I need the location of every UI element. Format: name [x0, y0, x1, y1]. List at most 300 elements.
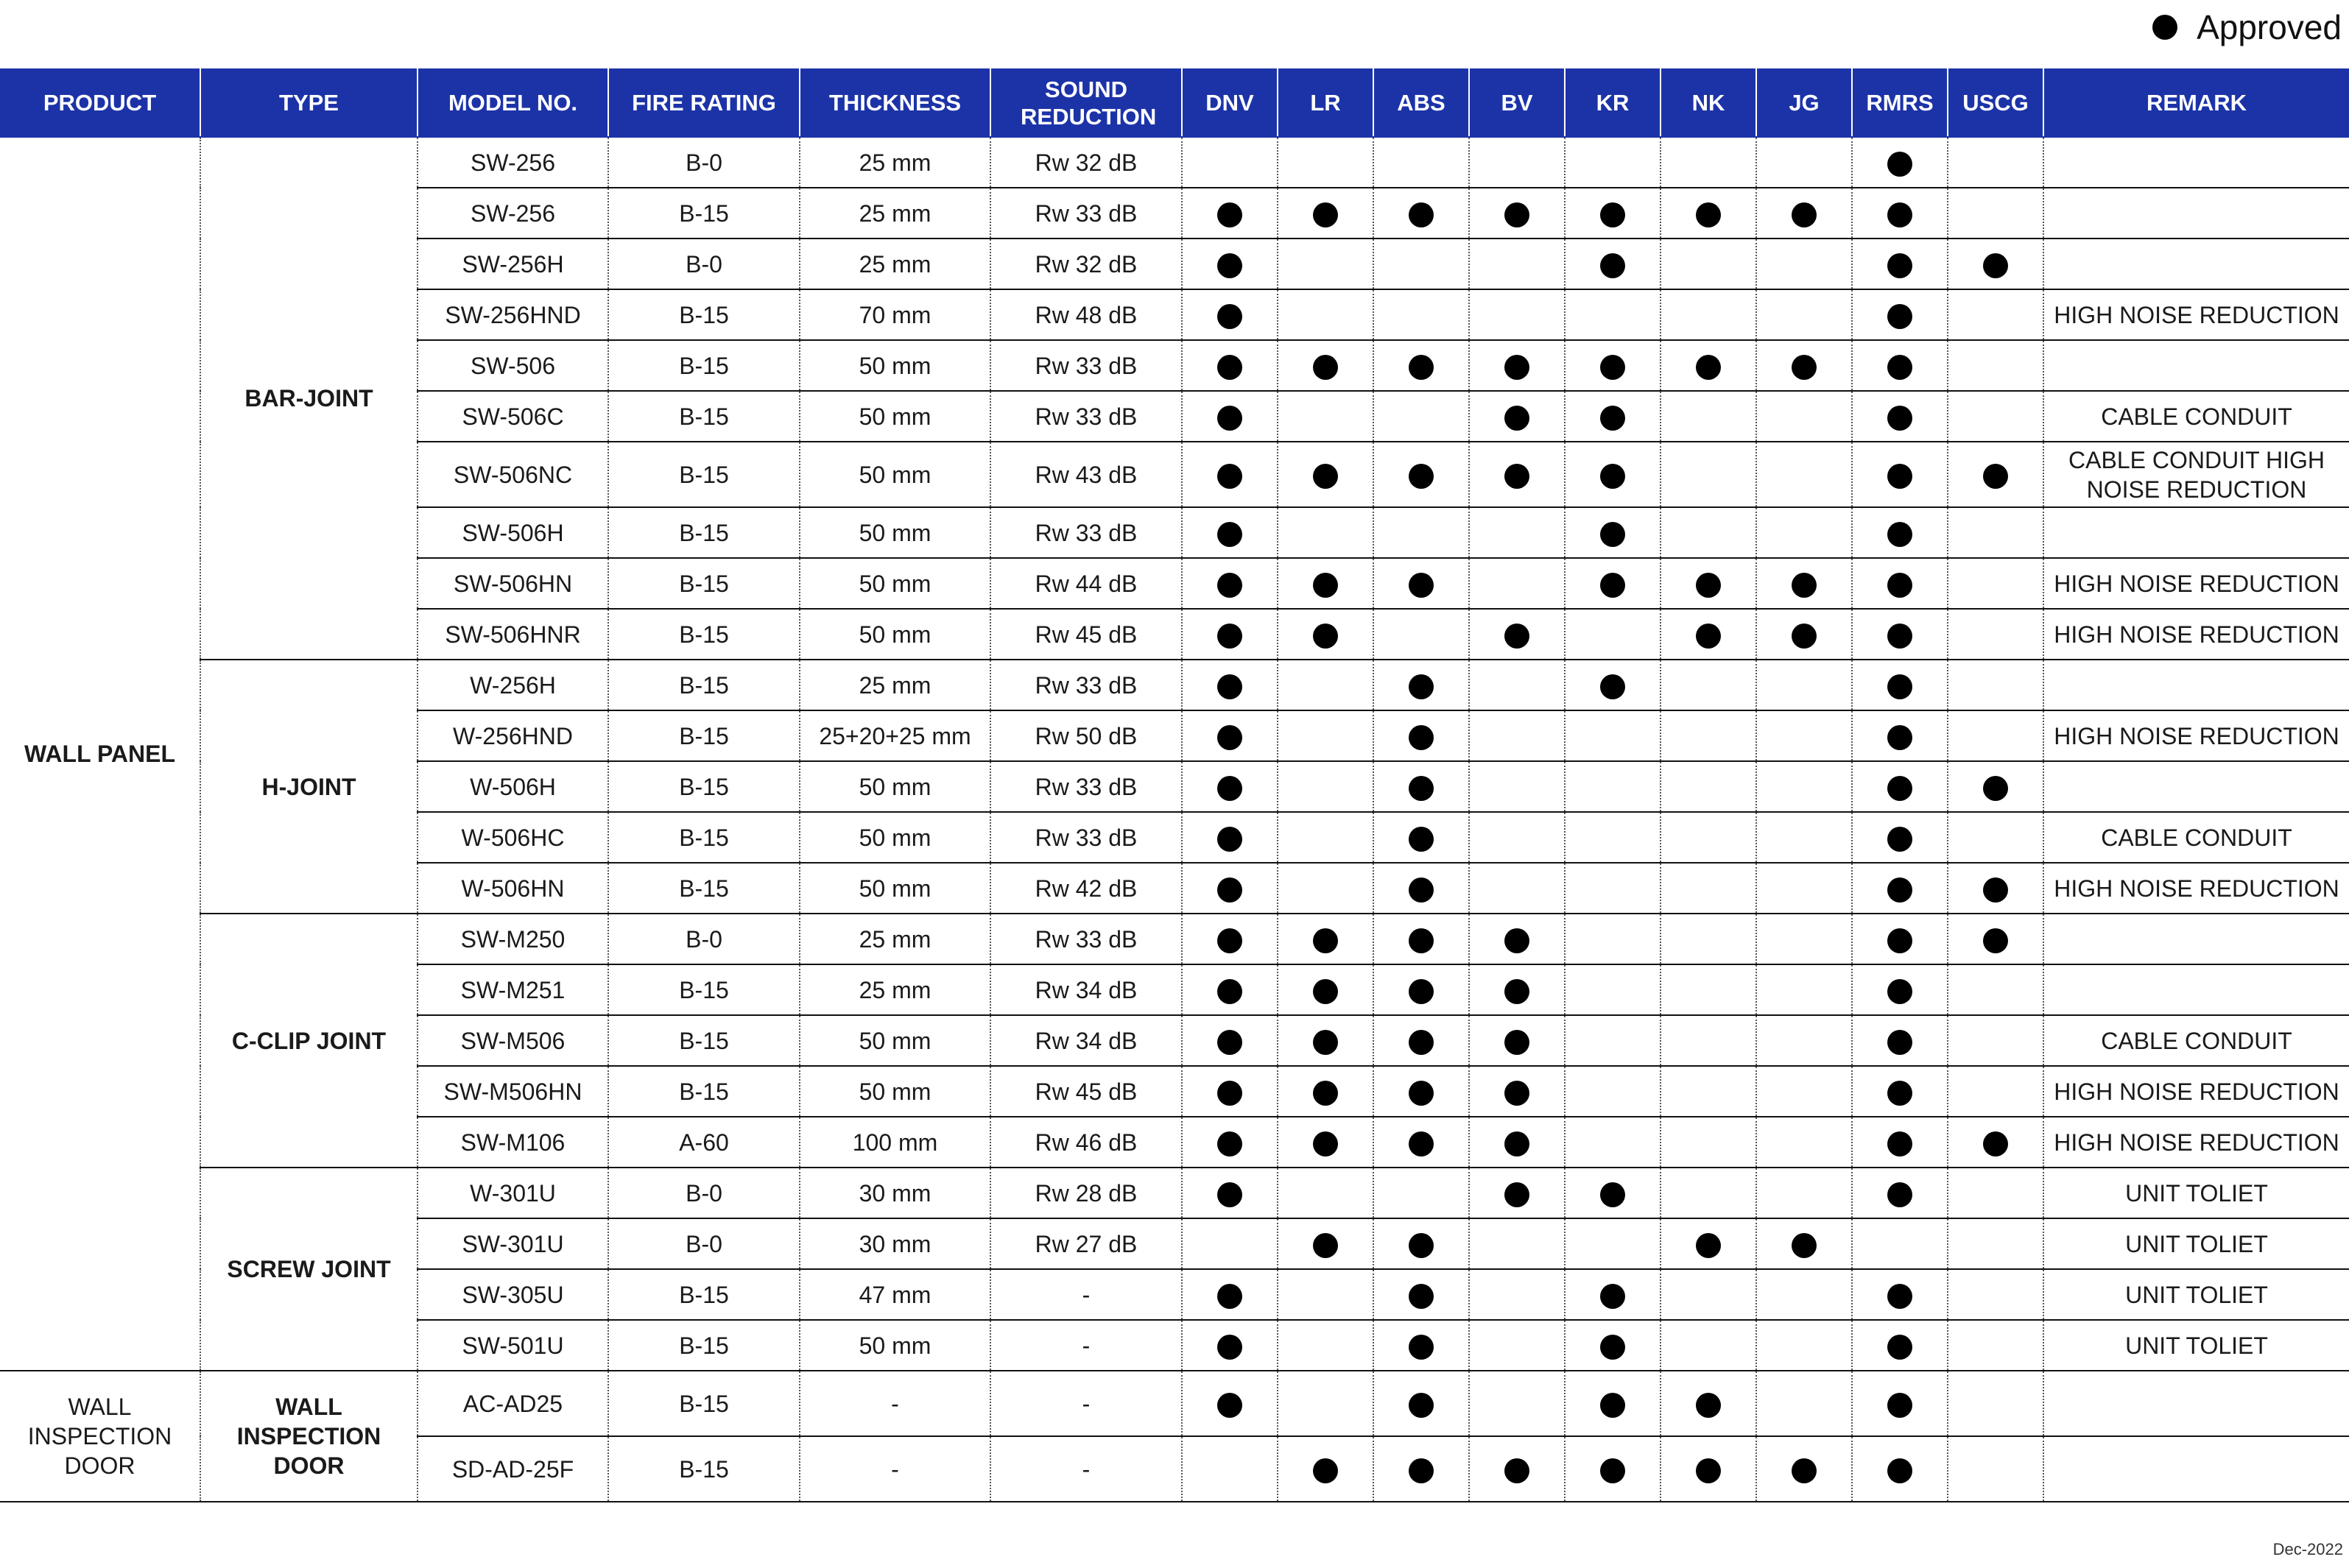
cert-cell-abs — [1373, 1436, 1469, 1502]
approved-dot-icon — [1217, 202, 1242, 227]
cert-cell-lr — [1278, 1320, 1373, 1371]
approved-dot-icon — [1217, 674, 1242, 699]
cert-cell-dnv — [1182, 964, 1278, 1015]
cert-cell-nk — [1660, 1168, 1756, 1218]
cert-cell-bv — [1469, 1015, 1565, 1066]
cert-cell-kr — [1565, 1320, 1660, 1371]
cert-cell-bv — [1469, 137, 1565, 188]
table-header-row — [0, 69, 2349, 137]
cert-cell-lr — [1278, 914, 1373, 964]
cert-cell-dnv — [1182, 1269, 1278, 1320]
cert-cell-abs — [1373, 710, 1469, 761]
model-no-cell: SD-AD-25F — [418, 1436, 608, 1502]
fire-rating-cell: B-15 — [608, 507, 800, 558]
cert-cell-bv — [1469, 964, 1565, 1015]
cert-cell-kr — [1565, 1117, 1660, 1168]
model-no-cell: SW-506HNR — [418, 609, 608, 660]
approved-dot-icon — [1983, 253, 2008, 278]
sound-reduction-cell: Rw 42 dB — [990, 863, 1182, 914]
approved-dot-icon — [1313, 573, 1338, 598]
approved-dot-icon — [1313, 1131, 1338, 1156]
model-no-cell: SW-506H — [418, 507, 608, 558]
approved-dot-icon — [1887, 624, 1912, 649]
approved-dot-icon — [1409, 674, 1434, 699]
cert-cell-jg — [1756, 812, 1852, 863]
cert-cell-kr — [1565, 340, 1660, 391]
remark-cell — [2043, 137, 2349, 188]
cert-cell-dnv — [1182, 1320, 1278, 1371]
approved-dot-icon — [1887, 1081, 1912, 1106]
cert-cell-kr — [1565, 1015, 1660, 1066]
fire-rating-cell: B-15 — [608, 340, 800, 391]
approved-dot-icon — [1887, 674, 1912, 699]
cert-cell-rmrs — [1852, 609, 1948, 660]
remark-cell — [2043, 507, 2349, 558]
approved-dot-icon — [1887, 304, 1912, 329]
cert-cell-uscg — [1948, 1371, 2043, 1436]
thickness-cell: 25 mm — [800, 964, 990, 1015]
approved-dot-icon — [1409, 1284, 1434, 1309]
cert-cell-lr — [1278, 1371, 1373, 1436]
cert-cell-jg — [1756, 761, 1852, 812]
cert-cell-kr — [1565, 1218, 1660, 1269]
remark-cell — [2043, 1436, 2349, 1502]
approved-dot-icon — [1217, 827, 1242, 852]
cert-cell-uscg — [1948, 660, 2043, 710]
cert-cell-rmrs — [1852, 1320, 1948, 1371]
thickness-cell: 47 mm — [800, 1269, 990, 1320]
cert-cell-lr — [1278, 863, 1373, 914]
fire-rating-cell: B-15 — [608, 558, 800, 609]
approved-dot-icon — [1887, 1284, 1912, 1309]
cert-cell-uscg — [1948, 558, 2043, 609]
approved-dot-icon — [1887, 406, 1912, 431]
approved-dot-icon — [1313, 464, 1338, 489]
approved-dot-icon — [1217, 464, 1242, 489]
sound-reduction-cell: Rw 46 dB — [990, 1117, 1182, 1168]
approved-dot-icon — [1696, 573, 1721, 598]
fire-rating-cell: B-15 — [608, 1371, 800, 1436]
cert-cell-bv — [1469, 1218, 1565, 1269]
cert-cell-bv — [1469, 239, 1565, 289]
approved-dot-icon — [1887, 1131, 1912, 1156]
remark-cell: UNIT TOLIET — [2043, 1320, 2349, 1371]
sound-reduction-cell: - — [990, 1320, 1182, 1371]
type-cell: C-CLIP JOINT — [200, 914, 418, 1168]
thickness-cell: 30 mm — [800, 1218, 990, 1269]
model-no-cell: W-301U — [418, 1168, 608, 1218]
cert-cell-jg — [1756, 914, 1852, 964]
approved-dot-icon — [1600, 1393, 1625, 1418]
approved-dot-icon — [1409, 1335, 1434, 1360]
approved-dot-icon — [1887, 928, 1912, 953]
header-fire-rating: FIRE RATING — [608, 69, 800, 137]
approved-dot-icon — [1504, 1030, 1529, 1055]
header-remark: REMARK — [2043, 69, 2349, 137]
cert-cell-abs — [1373, 609, 1469, 660]
approved-dot-icon — [1217, 355, 1242, 380]
approved-dot-icon — [1887, 152, 1912, 177]
cert-cell-jg — [1756, 1168, 1852, 1218]
approved-dot-icon — [1409, 1458, 1434, 1483]
cert-cell-lr — [1278, 761, 1373, 812]
sound-reduction-cell: Rw 34 dB — [990, 1015, 1182, 1066]
cert-cell-nk — [1660, 914, 1756, 964]
fire-rating-cell: B-15 — [608, 1269, 800, 1320]
approved-dot-icon — [1217, 253, 1242, 278]
cert-cell-nk — [1660, 1066, 1756, 1117]
remark-cell: CABLE CONDUIT — [2043, 812, 2349, 863]
approved-dot-icon — [1217, 522, 1242, 547]
approved-dot-icon — [1217, 1393, 1242, 1418]
approved-dot-icon — [1504, 464, 1529, 489]
cert-cell-jg — [1756, 442, 1852, 507]
sound-reduction-cell: Rw 33 dB — [990, 507, 1182, 558]
cert-cell-jg — [1756, 1015, 1852, 1066]
certification-table — [0, 68, 2349, 1502]
approved-dot-icon — [1409, 827, 1434, 852]
cert-cell-dnv — [1182, 239, 1278, 289]
cert-cell-dnv — [1182, 914, 1278, 964]
thickness-cell: 50 mm — [800, 391, 990, 442]
cert-cell-kr — [1565, 1371, 1660, 1436]
approved-dot-icon — [1887, 253, 1912, 278]
approved-dot-icon — [1696, 202, 1721, 227]
approved-dot-icon — [1600, 202, 1625, 227]
approved-dot-icon — [1313, 979, 1338, 1004]
cert-cell-kr — [1565, 914, 1660, 964]
fire-rating-cell: B-15 — [608, 289, 800, 340]
cert-cell-rmrs — [1852, 964, 1948, 1015]
cert-cell-rmrs — [1852, 1015, 1948, 1066]
cert-cell-abs — [1373, 1015, 1469, 1066]
cert-cell-kr — [1565, 1436, 1660, 1502]
cert-cell-dnv — [1182, 1015, 1278, 1066]
cert-cell-nk — [1660, 558, 1756, 609]
sound-reduction-cell: Rw 50 dB — [990, 710, 1182, 761]
approved-dot-icon — [1887, 202, 1912, 227]
thickness-cell: 50 mm — [800, 761, 990, 812]
cert-cell-uscg — [1948, 863, 2043, 914]
approved-dot-icon — [1504, 1458, 1529, 1483]
fire-rating-cell: B-15 — [608, 964, 800, 1015]
cert-cell-uscg — [1948, 1015, 2043, 1066]
approved-dot-icon — [1313, 624, 1338, 649]
model-no-cell: W-256HND — [418, 710, 608, 761]
cert-cell-jg — [1756, 1320, 1852, 1371]
cert-cell-rmrs — [1852, 660, 1948, 710]
sound-reduction-cell: Rw 32 dB — [990, 239, 1182, 289]
fire-rating-cell: B-15 — [608, 609, 800, 660]
cert-cell-uscg — [1948, 609, 2043, 660]
header-sound-reduction: SOUND REDUCTION — [990, 69, 1182, 137]
header-abs: ABS — [1373, 69, 1469, 137]
cert-cell-rmrs — [1852, 1168, 1948, 1218]
cert-cell-lr — [1278, 1015, 1373, 1066]
cert-cell-kr — [1565, 964, 1660, 1015]
cert-cell-dnv — [1182, 609, 1278, 660]
cert-cell-kr — [1565, 137, 1660, 188]
approved-dot-icon — [1313, 1081, 1338, 1106]
model-no-cell: SW-M506 — [418, 1015, 608, 1066]
approved-dot-icon — [1600, 355, 1625, 380]
model-no-cell: SW-M506HN — [418, 1066, 608, 1117]
approved-dot-icon — [1217, 406, 1242, 431]
thickness-cell: 25+20+25 mm — [800, 710, 990, 761]
cert-cell-jg — [1756, 863, 1852, 914]
cert-cell-kr — [1565, 1269, 1660, 1320]
cert-cell-nk — [1660, 1436, 1756, 1502]
cert-cell-rmrs — [1852, 442, 1948, 507]
cert-cell-jg — [1756, 710, 1852, 761]
approved-dot-icon — [1983, 1131, 2008, 1156]
sound-reduction-cell: Rw 48 dB — [990, 289, 1182, 340]
remark-cell — [2043, 914, 2349, 964]
legend — [2152, 4, 2342, 50]
cert-cell-bv — [1469, 1066, 1565, 1117]
cert-cell-bv — [1469, 1117, 1565, 1168]
approved-dot-icon — [1887, 1335, 1912, 1360]
cert-cell-lr — [1278, 137, 1373, 188]
cert-cell-nk — [1660, 442, 1756, 507]
remark-cell — [2043, 340, 2349, 391]
cert-cell-uscg — [1948, 1436, 2043, 1502]
approved-dot-icon — [1217, 979, 1242, 1004]
cert-cell-bv — [1469, 507, 1565, 558]
cert-cell-nk — [1660, 289, 1756, 340]
approved-dot-icon — [1217, 776, 1242, 801]
cert-cell-jg — [1756, 391, 1852, 442]
sound-reduction-cell: Rw 33 dB — [990, 914, 1182, 964]
cert-cell-jg — [1756, 609, 1852, 660]
cert-cell-abs — [1373, 914, 1469, 964]
approved-dot-icon — [1504, 1081, 1529, 1106]
remark-cell: HIGH NOISE REDUCTION — [2043, 1117, 2349, 1168]
cert-cell-kr — [1565, 863, 1660, 914]
remark-cell: HIGH NOISE REDUCTION — [2043, 289, 2349, 340]
remark-cell: HIGH NOISE REDUCTION — [2043, 558, 2349, 609]
type-cell: BAR-JOINT — [200, 137, 418, 660]
sound-reduction-cell: Rw 33 dB — [990, 660, 1182, 710]
cert-cell-rmrs — [1852, 137, 1948, 188]
header-thickness: THICKNESS — [800, 69, 990, 137]
remark-cell: HIGH NOISE REDUCTION — [2043, 710, 2349, 761]
cert-cell-nk — [1660, 812, 1756, 863]
cert-cell-abs — [1373, 239, 1469, 289]
thickness-cell: 70 mm — [800, 289, 990, 340]
thickness-cell: 25 mm — [800, 188, 990, 239]
cert-cell-lr — [1278, 1066, 1373, 1117]
sound-reduction-cell: Rw 33 dB — [990, 340, 1182, 391]
thickness-cell: 25 mm — [800, 914, 990, 964]
cert-cell-dnv — [1182, 391, 1278, 442]
approved-dot-icon — [1887, 1458, 1912, 1483]
approved-dot-icon — [1217, 928, 1242, 953]
approved-dot-icon — [1696, 355, 1721, 380]
approved-dot-icon — [1887, 877, 1912, 903]
cert-cell-dnv — [1182, 1218, 1278, 1269]
approved-dot-icon — [1409, 725, 1434, 750]
approved-dot-icon — [1696, 624, 1721, 649]
cert-cell-bv — [1469, 761, 1565, 812]
cert-cell-jg — [1756, 1269, 1852, 1320]
cert-cell-rmrs — [1852, 1269, 1948, 1320]
header-lr: LR — [1278, 69, 1373, 137]
cert-cell-lr — [1278, 340, 1373, 391]
header-dnv: DNV — [1182, 69, 1278, 137]
cert-cell-abs — [1373, 340, 1469, 391]
fire-rating-cell: B-15 — [608, 660, 800, 710]
cert-cell-dnv — [1182, 1168, 1278, 1218]
approved-dot-icon — [1887, 1030, 1912, 1055]
model-no-cell: SW-256HND — [418, 289, 608, 340]
cert-cell-kr — [1565, 442, 1660, 507]
cert-cell-jg — [1756, 1371, 1852, 1436]
model-no-cell: AC-AD25 — [418, 1371, 608, 1436]
sound-reduction-cell: Rw 34 dB — [990, 964, 1182, 1015]
cert-cell-rmrs — [1852, 914, 1948, 964]
thickness-cell: 25 mm — [800, 660, 990, 710]
cert-cell-lr — [1278, 507, 1373, 558]
approved-dot-icon — [1887, 355, 1912, 380]
model-no-cell: SW-506HN — [418, 558, 608, 609]
approved-dot-icon — [1600, 1284, 1625, 1309]
cert-cell-kr — [1565, 1168, 1660, 1218]
header-bv: BV — [1469, 69, 1565, 137]
thickness-cell: 50 mm — [800, 442, 990, 507]
fire-rating-cell: A-60 — [608, 1117, 800, 1168]
cert-cell-kr — [1565, 558, 1660, 609]
cert-cell-bv — [1469, 914, 1565, 964]
cert-cell-nk — [1660, 239, 1756, 289]
cert-cell-bv — [1469, 863, 1565, 914]
thickness-cell: 100 mm — [800, 1117, 990, 1168]
thickness-cell: - — [800, 1371, 990, 1436]
cert-cell-jg — [1756, 188, 1852, 239]
cert-cell-jg — [1756, 964, 1852, 1015]
cert-cell-kr — [1565, 239, 1660, 289]
model-no-cell: SW-506C — [418, 391, 608, 442]
approved-dot-icon — [1217, 877, 1242, 903]
thickness-cell: 50 mm — [800, 558, 990, 609]
fire-rating-cell: B-0 — [608, 137, 800, 188]
model-no-cell: W-506H — [418, 761, 608, 812]
cert-cell-jg — [1756, 239, 1852, 289]
fire-rating-cell: B-15 — [608, 1436, 800, 1502]
approved-dot-icon — [1409, 1233, 1434, 1258]
model-no-cell: SW-301U — [418, 1218, 608, 1269]
cert-cell-bv — [1469, 558, 1565, 609]
thickness-cell: 50 mm — [800, 1015, 990, 1066]
header-kr: KR — [1565, 69, 1660, 137]
approved-dot-icon — [1887, 1393, 1912, 1418]
cert-cell-dnv — [1182, 340, 1278, 391]
cert-cell-dnv — [1182, 1066, 1278, 1117]
type-cell: WALL INSPECTION DOOR — [200, 1371, 418, 1502]
cert-cell-nk — [1660, 137, 1756, 188]
cert-cell-bv — [1469, 1436, 1565, 1502]
cert-cell-bv — [1469, 1371, 1565, 1436]
sound-reduction-cell: - — [990, 1371, 1182, 1436]
cert-cell-lr — [1278, 1436, 1373, 1502]
cert-cell-uscg — [1948, 1218, 2043, 1269]
approved-dot-icon — [1409, 1081, 1434, 1106]
fire-rating-cell: B-15 — [608, 812, 800, 863]
cert-cell-abs — [1373, 1371, 1469, 1436]
fire-rating-cell: B-15 — [608, 442, 800, 507]
sound-reduction-cell: Rw 43 dB — [990, 442, 1182, 507]
sound-reduction-cell: Rw 33 dB — [990, 188, 1182, 239]
cert-cell-abs — [1373, 1066, 1469, 1117]
table-row — [0, 137, 2349, 188]
fire-rating-cell: B-15 — [608, 863, 800, 914]
approved-dot-icon — [1504, 1182, 1529, 1207]
approved-dot-icon — [1983, 776, 2008, 801]
type-cell: H-JOINT — [200, 660, 418, 914]
approved-dot-icon — [1792, 1458, 1817, 1483]
cert-cell-abs — [1373, 289, 1469, 340]
cert-cell-jg — [1756, 137, 1852, 188]
thickness-cell: 25 mm — [800, 137, 990, 188]
model-no-cell: SW-256 — [418, 188, 608, 239]
approved-dot-icon — [1409, 355, 1434, 380]
cert-cell-abs — [1373, 863, 1469, 914]
remark-cell: CABLE CONDUIT — [2043, 1015, 2349, 1066]
cert-cell-dnv — [1182, 660, 1278, 710]
cert-cell-jg — [1756, 660, 1852, 710]
cert-cell-rmrs — [1852, 761, 1948, 812]
cert-cell-kr — [1565, 188, 1660, 239]
cert-cell-bv — [1469, 1320, 1565, 1371]
cert-cell-kr — [1565, 710, 1660, 761]
remark-cell — [2043, 1371, 2349, 1436]
cert-cell-kr — [1565, 609, 1660, 660]
table-row — [0, 660, 2349, 710]
header-product: PRODUCT — [0, 69, 200, 137]
model-no-cell: W-506HC — [418, 812, 608, 863]
approved-dot-icon — [1217, 1081, 1242, 1106]
cert-cell-abs — [1373, 558, 1469, 609]
cert-cell-lr — [1278, 1168, 1373, 1218]
sound-reduction-cell: Rw 28 dB — [990, 1168, 1182, 1218]
approved-dot-icon — [1217, 1335, 1242, 1360]
approved-dot-icon — [1409, 573, 1434, 598]
cert-cell-lr — [1278, 1269, 1373, 1320]
remark-cell: UNIT TOLIET — [2043, 1168, 2349, 1218]
cert-cell-nk — [1660, 340, 1756, 391]
cert-cell-jg — [1756, 340, 1852, 391]
approved-dot-icon — [1792, 573, 1817, 598]
approved-dot-icon — [1887, 979, 1912, 1004]
cert-cell-nk — [1660, 1015, 1756, 1066]
approved-dot-icon — [1504, 202, 1529, 227]
cert-cell-rmrs — [1852, 863, 1948, 914]
approved-dot-icon — [1504, 355, 1529, 380]
approved-dot-icon — [1313, 1233, 1338, 1258]
approved-dot-icon — [1217, 304, 1242, 329]
model-no-cell: SW-506NC — [418, 442, 608, 507]
approved-dot-icon — [1409, 928, 1434, 953]
approved-dot-icon — [1217, 725, 1242, 750]
approved-dot-icon — [1504, 624, 1529, 649]
cert-cell-lr — [1278, 558, 1373, 609]
approved-dot-icon — [1887, 522, 1912, 547]
fire-rating-cell: B-15 — [608, 188, 800, 239]
cert-cell-rmrs — [1852, 558, 1948, 609]
cert-cell-dnv — [1182, 137, 1278, 188]
cert-cell-kr — [1565, 391, 1660, 442]
sound-reduction-cell: Rw 44 dB — [990, 558, 1182, 609]
